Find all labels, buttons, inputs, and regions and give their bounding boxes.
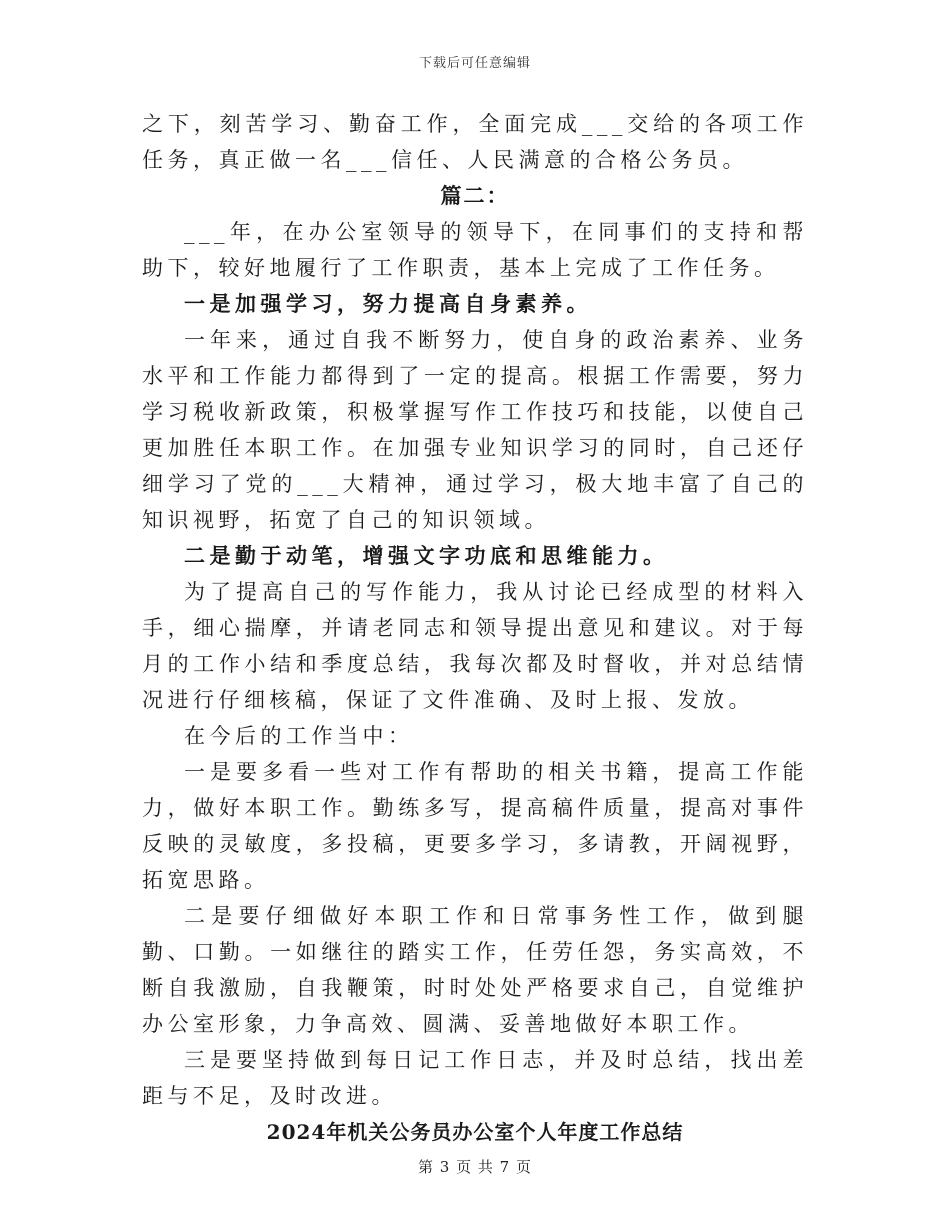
subheading-writing: 二是勤于动笔，增强文字功底和思维能力。: [184, 543, 669, 568]
subheading-study: 一是加强学习，努力提高自身素养。: [184, 291, 592, 316]
section-heading: 篇二：: [440, 183, 510, 208]
paragraph-writing: 为了提高自己的写作能力，我从讨论已经成型的材料入手，细心揣摩，并请老同志和领导提出意见和建议。对于每月的工作小结和季度总结，我每次都及时督收，并对总结情况进行仔细核稿，保证了文件准确、及时上报、发放。: [142, 580, 808, 712]
document-body: [142, 106, 808, 1150]
paragraph-study: 一年来，通过自我不断努力，使自身的政治素养、业务水平和工作能力都得到了一定的提高。根据工作需要，努力学习税收新政策，积极掌握写作工作技巧和技能，以使自己更加胜任本职工作。在加强专业知识学习的同时，自己还仔细学习了党的___大精神，通过学习，极大地丰富了自己的知识视野，拓宽了自己的知识领域。: [142, 328, 808, 532]
paragraph-continuation: 之下，刻苦学习、勤奋工作，全面完成___交给的各项工作任务，真正做一名___信任、人民满意的合格公务员。: [142, 112, 808, 172]
paragraph-intro: ___年，在办公室领导的领导下，在同事们的支持和帮助下，较好地履行了工作职责，基本上完成了工作任务。: [142, 220, 808, 280]
paragraph-future-intro: 在今后的工作当中：: [184, 724, 414, 748]
document-title: 2024年机关公务员办公室个人年度工作总结: [266, 1120, 684, 1144]
paragraph-future-2: 二是要仔细做好本职工作和日常事务性工作，做到腿勤、口勤。一如继往的踏实工作，任劳任怨，务实高效，不断自我激励，自我鞭策，时时处处严格要求自己，自觉维护办公室形象，力争高效、圆满、妥善地做好本职工作。: [142, 904, 808, 1036]
page-footer: 第 3 页 共 7 页: [418, 1158, 532, 1176]
paragraph-future-3: 三是要坚持做到每日记工作日志，并及时总结，找出差距与不足，及时改进。: [142, 1048, 808, 1108]
paragraph-future-1: 一是要多看一些对工作有帮助的相关书籍，提高工作能力，做好本职工作。勤练多写，提高稿件质量，提高对事件反映的灵敏度，多投稿，更要多学习，多请教，开阔视野，拓宽思路。: [142, 760, 808, 892]
page-header: 下载后可任意编辑: [418, 56, 531, 71]
